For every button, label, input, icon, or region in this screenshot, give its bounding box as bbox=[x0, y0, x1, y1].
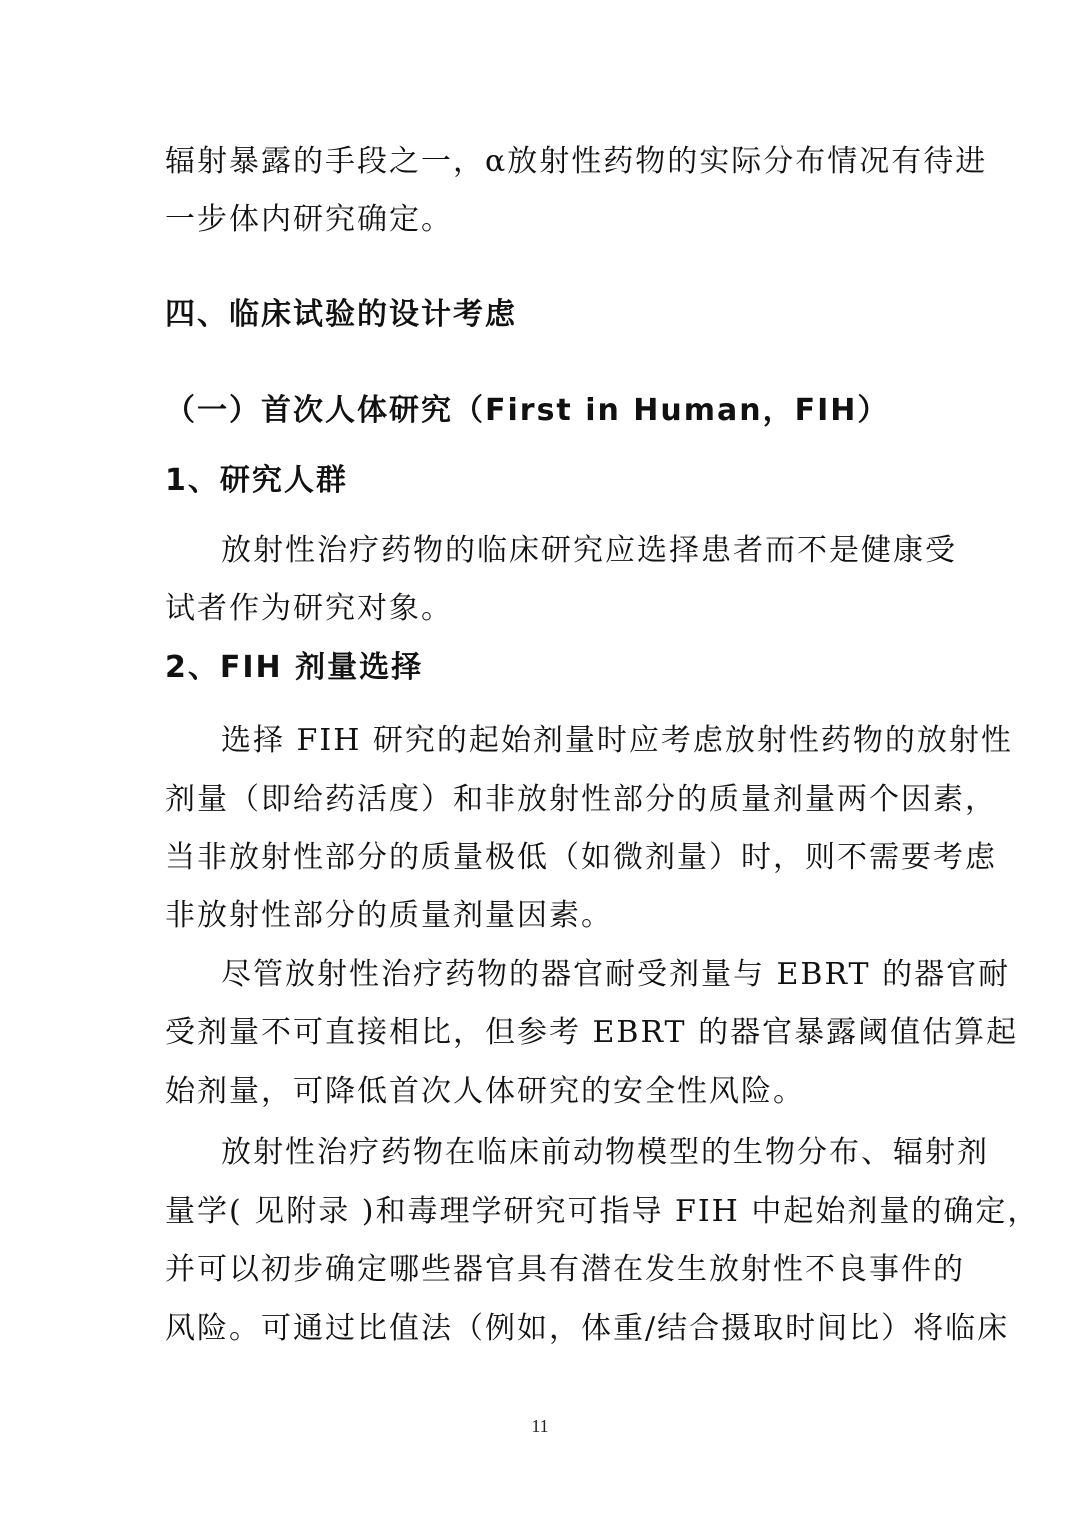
paragraph-dose-3-line-3: 并可以初步确定哪些器官具有潜在发生放射性不良事件的 bbox=[165, 1252, 965, 1287]
paragraph-population-line-1: 放射性治疗药物的临床研究应选择患者而不是健康受 bbox=[221, 533, 957, 568]
intro-line-2: 一步体内研究确定。 bbox=[165, 202, 453, 237]
section-heading-4: 四、临床试验的设计考虑 bbox=[165, 297, 517, 332]
paragraph-dose-2-line-2: 受剂量不可直接相比，但参考 EBRT 的器官暴露阈值估算起 bbox=[165, 1015, 1019, 1050]
paragraph-dose-1-line-3: 当非放射性部分的质量极低（如微剂量）时，则不需要考虑 bbox=[165, 840, 997, 875]
paragraph-dose-1-line-2: 剂量（即给药活度）和非放射性部分的质量剂量两个因素， bbox=[165, 782, 997, 817]
subsection-heading-fih: （一）首次人体研究（First in Human，FIH） bbox=[165, 393, 890, 428]
item-heading-fih-dose: 2、FIH 剂量选择 bbox=[165, 650, 424, 685]
paragraph-dose-1-line-1: 选择 FIH 研究的起始剂量时应考虑放射性药物的放射性 bbox=[221, 723, 1013, 758]
page-number: 11 bbox=[531, 1416, 549, 1436]
paragraph-dose-3-line-2: 量学( 见附录 )和毒理学研究可指导 FIH 中起始剂量的确定， bbox=[165, 1194, 1040, 1229]
paragraph-dose-1-line-4: 非放射性部分的质量剂量因素。 bbox=[165, 898, 613, 933]
paragraph-population-line-2: 试者作为研究对象。 bbox=[165, 591, 453, 626]
paragraph-dose-2-line-1: 尽管放射性治疗药物的器官耐受剂量与 EBRT 的器官耐 bbox=[221, 957, 1011, 992]
intro-line-1: 辐射暴露的手段之一，α放射性药物的实际分布情况有待进 bbox=[165, 144, 988, 179]
paragraph-dose-3-line-4: 风险。可通过比值法（例如，体重/结合摄取时间比）将临床 bbox=[165, 1311, 1010, 1346]
paragraph-dose-2-line-3: 始剂量，可降低首次人体研究的安全性风险。 bbox=[165, 1074, 805, 1109]
item-heading-study-population: 1、研究人群 bbox=[165, 463, 348, 498]
paragraph-dose-3-line-1: 放射性治疗药物在临床前动物模型的生物分布、辐射剂 bbox=[221, 1135, 989, 1170]
